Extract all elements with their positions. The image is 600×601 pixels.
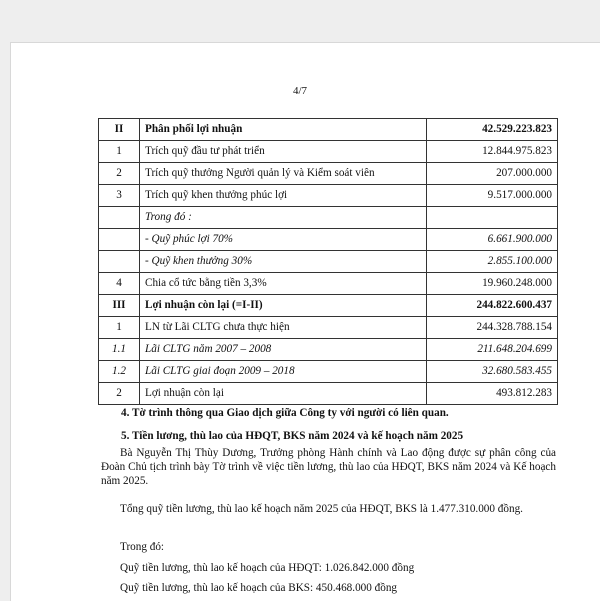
row-description: Trích quỹ khen thưởng phúc lợi — [140, 185, 427, 207]
table-row — [99, 229, 558, 251]
row-description: Lợi nhuận còn lại (=I-II) — [140, 295, 427, 317]
row-amount: 2.855.100.000 — [427, 251, 558, 273]
table-row — [99, 185, 558, 207]
table-row — [99, 317, 558, 339]
section-5-hdqt-fund: Quỹ tiền lương, thù lao kế hoạch của HĐQT: 1.026.842.000 đồng — [120, 562, 415, 574]
table-row — [99, 119, 558, 141]
row-index: 1.2 — [99, 361, 140, 383]
row-description: LN từ Lãi CLTG chưa thực hiện — [140, 317, 427, 339]
row-amount — [427, 207, 558, 229]
row-index: III — [99, 295, 140, 317]
row-index: 3 — [99, 185, 140, 207]
table-row — [99, 295, 558, 317]
row-description: Trích quỹ thưởng Người quản lý và Kiểm soát viên — [140, 163, 427, 185]
table-row — [99, 141, 558, 163]
section-5-trong-do: Trong đó: — [120, 541, 165, 553]
row-amount: 493.812.283 — [427, 383, 558, 405]
table-row — [99, 207, 558, 229]
profit-distribution-table — [98, 118, 558, 405]
section-4-heading: 4. Tờ trình thông qua Giao dịch giữa Công ty với người có liên quan. — [121, 407, 449, 419]
page-number: 4/7 — [292, 85, 308, 97]
row-description: Lãi CLTG giai đoạn 2009 – 2018 — [140, 361, 427, 383]
row-amount: 211.648.204.699 — [427, 339, 558, 361]
row-amount: 12.844.975.823 — [427, 141, 558, 163]
row-index: 4 — [99, 273, 140, 295]
row-amount: 6.661.900.000 — [427, 229, 558, 251]
row-index — [99, 207, 140, 229]
row-index: 2 — [99, 163, 140, 185]
row-index — [99, 251, 140, 273]
section-5-heading: 5. Tiền lương, thù lao của HĐQT, BKS năm 2024 và kế hoạch năm 2025 — [121, 430, 464, 442]
table-row — [99, 251, 558, 273]
row-index: 1 — [99, 141, 140, 163]
row-amount: 244.328.788.154 — [427, 317, 558, 339]
row-description: Lợi nhuận còn lại — [140, 383, 427, 405]
table-row — [99, 163, 558, 185]
row-description: Lãi CLTG năm 2007 – 2008 — [140, 339, 427, 361]
row-description: Trong đó : — [140, 207, 427, 229]
table-row — [99, 361, 558, 383]
row-index: 2 — [99, 383, 140, 405]
table-row — [99, 339, 558, 361]
row-index — [99, 229, 140, 251]
row-description: Phân phối lợi nhuận — [140, 119, 427, 141]
section-5-bks-fund: Quỹ tiền lương, thù lao kế hoạch của BKS: 450.468.000 đồng — [120, 582, 398, 594]
row-index: 1 — [99, 317, 140, 339]
section-5-paragraph-1: Bà Nguyễn Thị Thùy Dương, Trưởng phòng Hành chính và Lao động được sự phân công của Đoàn Chủ tịch trình bày Tờ trình về việc tiền lương, thù lao của HĐQT, BKS năm 2024 và Kế hoạch năm 2025. — [101, 447, 556, 487]
table-row — [99, 383, 558, 405]
table-row — [99, 273, 558, 295]
row-description: Trích quỹ đầu tư phát triển — [140, 141, 427, 163]
row-amount: 244.822.600.437 — [427, 295, 558, 317]
row-description: - Quỹ khen thưởng 30% — [140, 251, 427, 273]
section-5-paragraph-2: Tổng quỹ tiền lương, thù lao kế hoạch năm 2025 của HĐQT, BKS là 1.477.310.000 đồng. — [120, 503, 523, 515]
row-amount: 207.000.000 — [427, 163, 558, 185]
row-description: Chia cổ tức bằng tiền 3,3% — [140, 273, 427, 295]
row-description: - Quỹ phúc lợi 70% — [140, 229, 427, 251]
row-index: II — [99, 119, 140, 141]
row-amount: 19.960.248.000 — [427, 273, 558, 295]
row-amount: 42.529.223.823 — [427, 119, 558, 141]
row-index: 1.1 — [99, 339, 140, 361]
row-amount: 9.517.000.000 — [427, 185, 558, 207]
row-amount: 32.680.583.455 — [427, 361, 558, 383]
